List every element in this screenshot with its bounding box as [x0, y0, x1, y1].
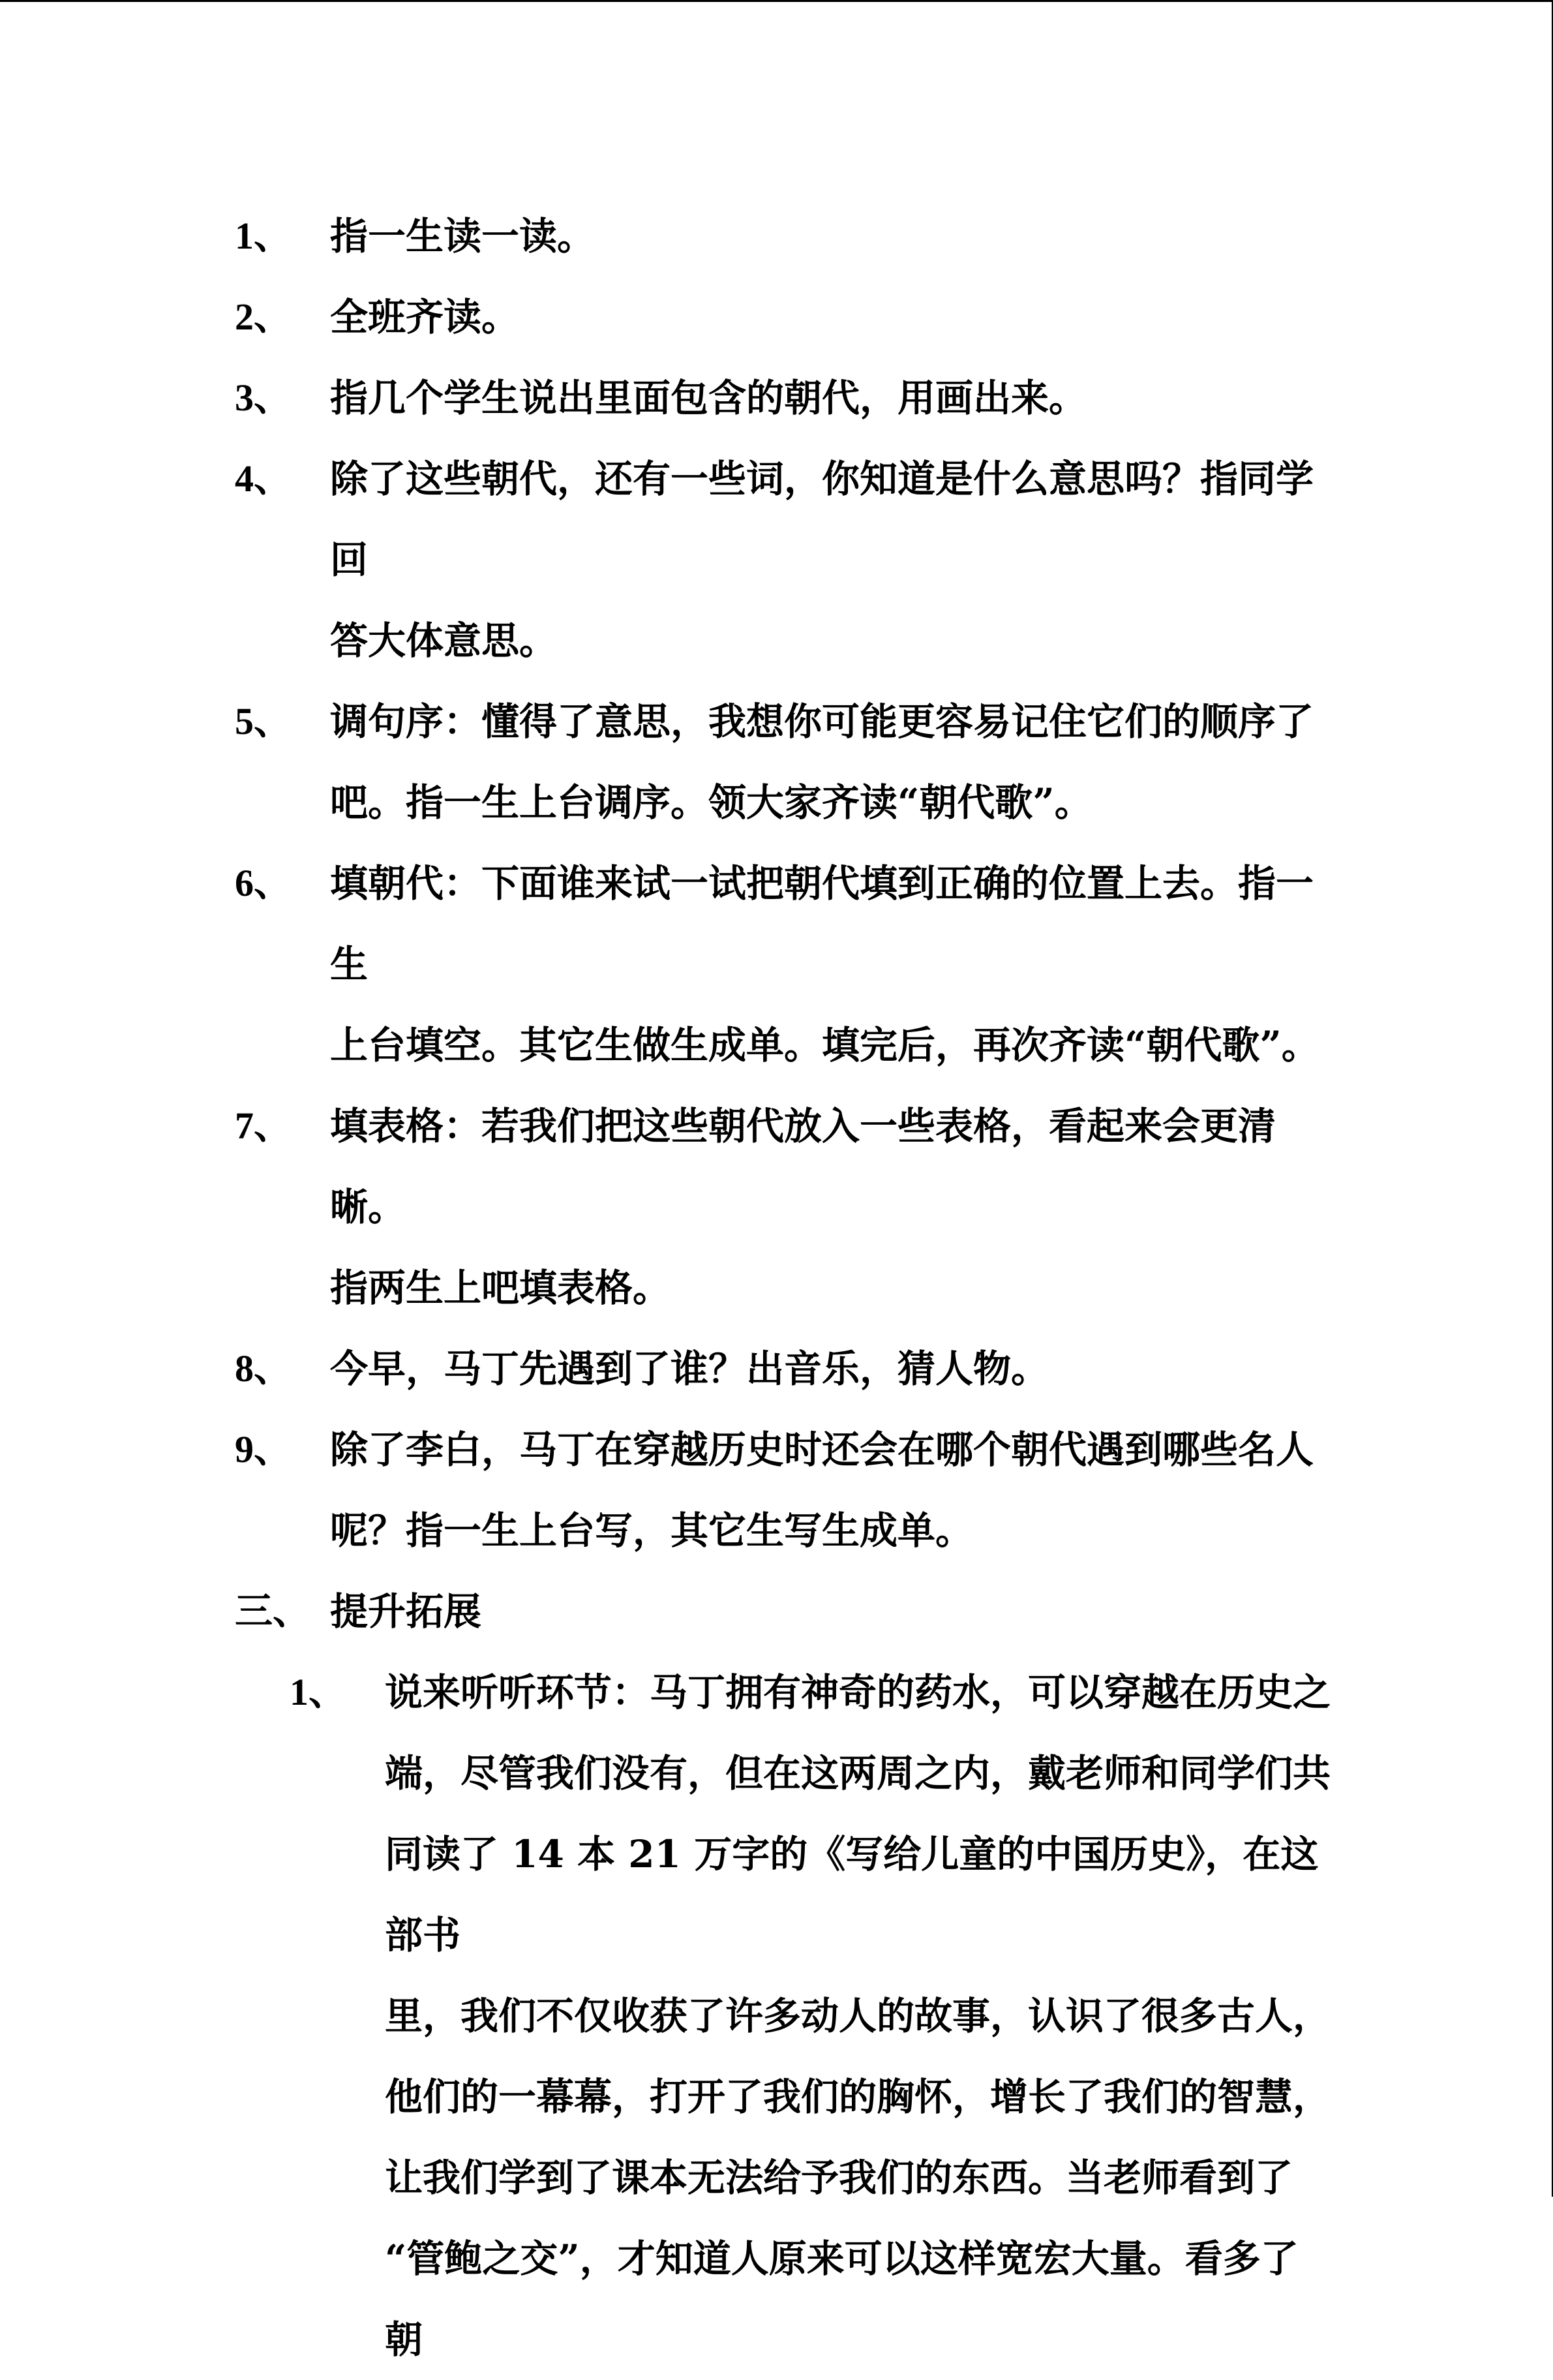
list-item-number: 9、	[235, 1428, 292, 1471]
list-item-text: 填表格：若我们把这些朝代放入一些表格，看起来会更清晰。 指两生上吧填表格。	[330, 1104, 1276, 1310]
sub-list-item-number: 1、	[290, 1671, 347, 1713]
list-item-text: 除了这些朝代，还有一些词，你知道是什么意思吗？指同学回 答大体意思。	[330, 457, 1314, 663]
list-item-text: 指一生读一读。	[330, 214, 596, 258]
list-item-number: 3、	[235, 376, 292, 419]
document-body	[235, 196, 1331, 2380]
list-item	[235, 1328, 1331, 1409]
list-item	[235, 277, 1331, 358]
list-item	[235, 438, 1331, 681]
list-item-text: 今早，马丁先遇到了谁？出音乐，猜人物。	[330, 1347, 1049, 1391]
sub-list-item-text: 说来听听环节：马丁拥有神奇的药水，可以穿越在历史之 端，尽管我们没有，但在这两周之内，戴老师和同学们共 同读了 14 本 21 万字的《写给儿童的中国历史》，在这部书 里，我们不仅收获了许多动人的故事，认识了很多古人， 他们的一幕幕，打开了我们的胸怀，增长了我们的智慧， 让我们学到了课本无法给予我们的东西。当老师看到了 “管鲍之交”，才知道人原来可以这样宽宏大量。看多了朝	[385, 1670, 1331, 2362]
page-top-border	[0, 0, 1553, 2]
section-heading	[235, 1571, 1331, 1652]
list-item-text: 指几个学生说出里面包含的朝代，用画出来。	[330, 376, 1087, 420]
sub-list-item	[290, 1652, 1331, 2380]
list-item-number: 1、	[235, 215, 292, 257]
list-item	[235, 843, 1331, 1086]
list-item-text: 全班齐读。	[330, 295, 520, 339]
section-number: 三、	[235, 1590, 311, 1632]
list-item-text: 调句序：懂得了意思，我想你可能更容易记住它们的顺序了 吧。指一生上台调序。领大家齐读“朝代歌”。	[330, 699, 1314, 825]
section-title: 提升拓展	[330, 1589, 482, 1634]
list-item-number: 2、	[235, 296, 292, 338]
list-item	[235, 358, 1331, 438]
list-item-number: 7、	[235, 1105, 292, 1147]
list-item	[235, 196, 1331, 277]
list-item	[235, 1086, 1331, 1328]
list-item-text: 填朝代：下面谁来试一试把朝代填到正确的位置上去。指一生 上台填空。其它生做生成单。填完后，再次齐读“朝代歌”。	[330, 861, 1319, 1067]
list-item-text: 除了李白，马丁在穿越历史时还会在哪个朝代遇到哪些名人 呢？指一生上台写，其它生写生成单。	[330, 1427, 1314, 1553]
list-item-number: 4、	[235, 457, 292, 500]
list-item-number: 8、	[235, 1347, 292, 1390]
list-item	[235, 1409, 1331, 1571]
list-item-number: 6、	[235, 862, 292, 904]
list-item	[235, 681, 1331, 843]
list-item-number: 5、	[235, 700, 292, 742]
